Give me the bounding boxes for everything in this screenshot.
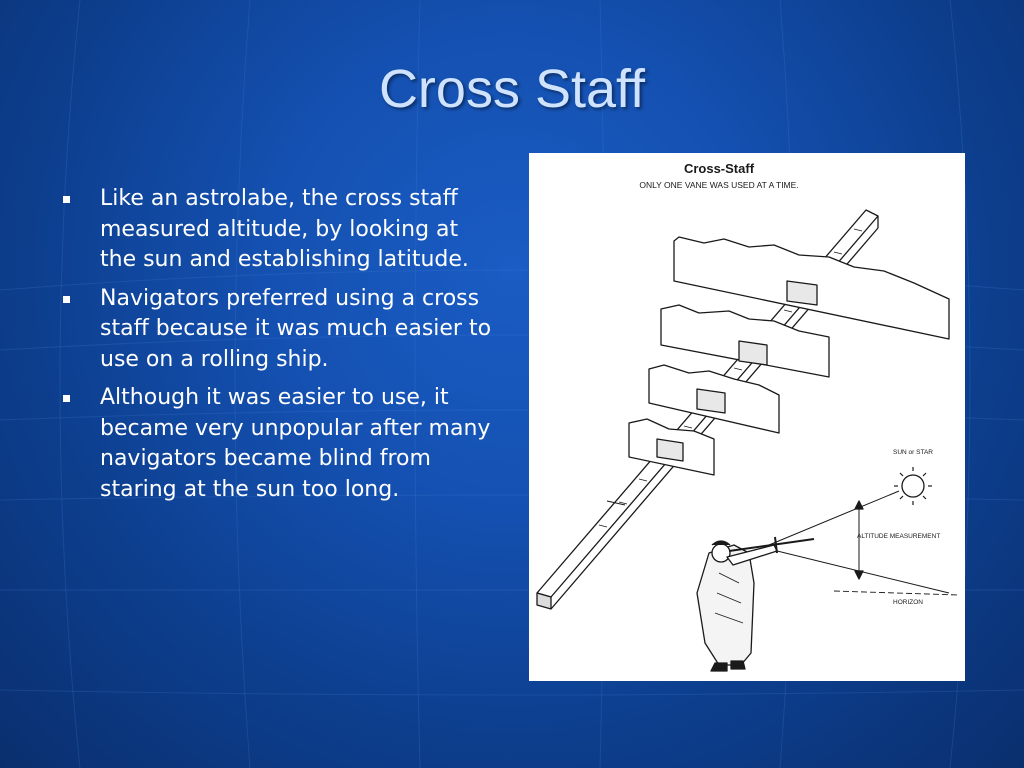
figure-subtitle: ONLY ONE VANE WAS USED AT A TIME. — [639, 180, 799, 190]
sun-label: SUN or STAR — [893, 449, 933, 456]
bullet-item — [60, 184, 500, 276]
sun-icon — [902, 475, 924, 497]
altitude-label: ALTITUDE MEASUREMENT — [857, 533, 941, 540]
bullet-text: Although it was easier to use, it became very unpopular after many navigators became blind from staring at the sun too long. — [100, 385, 491, 502]
cross-staff-illustration — [529, 153, 965, 681]
bullet-list — [60, 184, 500, 513]
navigator-figure — [697, 537, 814, 671]
bullet-item — [60, 284, 500, 376]
bullet-item — [60, 383, 500, 505]
bullet-text: Navigators preferred using a cross staff because it was much easier to use on a rolling ship. — [100, 285, 492, 372]
figure-title: Cross-Staff — [683, 161, 755, 176]
bullet-square-icon — [63, 395, 70, 402]
horizon-label: HORIZON — [893, 599, 923, 606]
bullet-square-icon — [63, 196, 70, 203]
bullet-text: Like an astrolabe, the cross staff measured altitude, by looking at the sun and establishing latitude. — [100, 186, 469, 272]
bullet-square-icon — [63, 296, 70, 303]
slide-title: Cross Staff — [378, 59, 646, 119]
